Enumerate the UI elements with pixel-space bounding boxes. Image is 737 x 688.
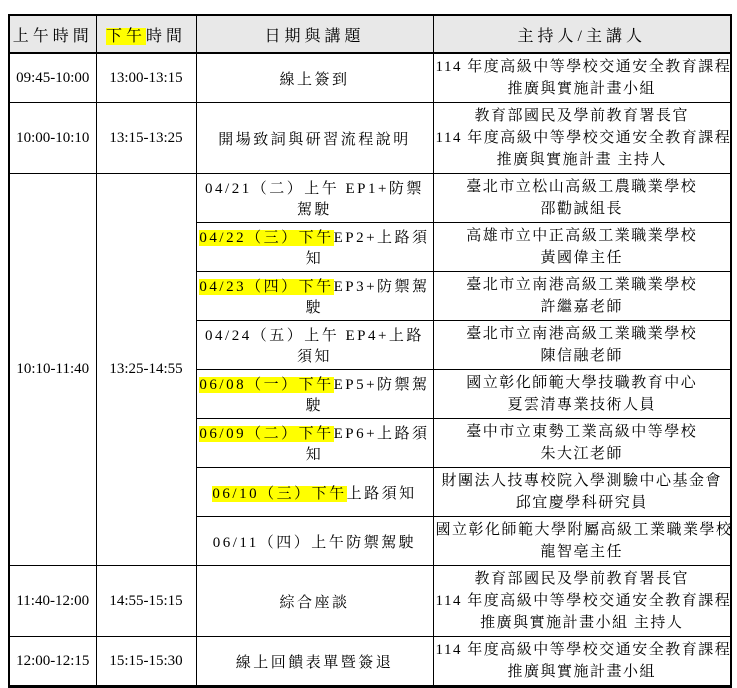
- header-afternoon-rest: 時間: [146, 27, 187, 45]
- morning-time-cell: 11:40-12:00: [9, 566, 96, 637]
- speaker-line: 推廣與實施計畫小組: [507, 664, 656, 680]
- speaker-line: 黃國偉主任: [540, 250, 623, 266]
- speaker-line: 114 年度高級中等學校交通安全教育課程: [435, 59, 732, 75]
- speaker-line: 財團法人技專校院入學測驗中心基金會: [441, 473, 722, 489]
- speaker-line: 許繼嘉老師: [540, 299, 623, 315]
- topic-cell: [196, 272, 433, 321]
- afternoon-time-cell: 14:55-15:15: [96, 566, 196, 637]
- header-date-topic: 日期與講題: [196, 15, 433, 53]
- speaker-line: 114 年度高級中等學校交通安全教育課程: [435, 593, 732, 609]
- speaker-line: 114 年度高級中等學校交通安全教育課程: [435, 130, 732, 146]
- topic-cell: [196, 468, 433, 517]
- schedule-table: [8, 14, 732, 688]
- morning-time-cell: 10:00-10:10: [9, 103, 96, 174]
- speaker-line: 教育部國民及學前教育署長官: [474, 108, 689, 124]
- speaker-line: 臺北市立南港高級工業職業學校: [466, 326, 698, 342]
- speaker-cell: [433, 637, 731, 687]
- table-row-opening: [9, 103, 731, 174]
- speaker-line: 邵勸誠組長: [540, 201, 623, 217]
- header-speaker: 主持人/主講人: [433, 15, 731, 53]
- speaker-line: 邱宜慶學科研究員: [515, 495, 648, 511]
- speaker-cell: [433, 468, 731, 517]
- highlight-text: 06/09（二）下午: [199, 426, 334, 442]
- table-row-signout: [9, 637, 731, 687]
- speaker-cell: [433, 174, 731, 223]
- speaker-line: 國立彰化師範大學技職教育中心: [466, 375, 698, 391]
- topic-text: 06/11（四）上午防禦駕駛: [212, 534, 417, 551]
- highlight-text: 下午: [105, 27, 146, 45]
- topic-cell: [196, 223, 433, 272]
- speaker-line: 臺北市立松山高級工農職業學校: [466, 179, 698, 195]
- speaker-cell: [433, 223, 731, 272]
- speaker-line: 114 年度高級中等學校交通安全教育課程: [435, 642, 732, 658]
- morning-time-cell: 12:00-12:15: [9, 637, 96, 687]
- afternoon-time-cell-merged: 13:25-14:55: [96, 174, 196, 566]
- topic-text: 上路須知: [346, 485, 417, 502]
- speaker-cell: [433, 272, 731, 321]
- speaker-line: 推廣與實施計畫小組: [507, 81, 656, 97]
- highlight-text: 06/10（三）下午: [212, 485, 347, 502]
- table-header-row: [9, 15, 731, 53]
- speaker-cell: [433, 321, 731, 370]
- topic-text: 04/24（五）上午 EP4+上路須知: [205, 328, 424, 365]
- header-afternoon-time: [96, 15, 196, 53]
- speaker-line: 龍智亳主任: [540, 544, 623, 560]
- speaker-line: 高雄市立中正高級工業職業學校: [466, 228, 698, 244]
- speaker-line: 夏雲清專業技術人員: [507, 397, 656, 413]
- speaker-line: 國立彰化師範大學附屬高級工業職業學校: [435, 522, 733, 538]
- topic-cell: 線上回饋表單暨簽退: [196, 637, 433, 687]
- topic-cell: 線上簽到: [196, 53, 433, 103]
- morning-time-cell: 09:45-10:00: [9, 53, 96, 103]
- topic-text: EP3+防禦駕駛: [305, 279, 430, 316]
- topic-cell: 綜合座談: [196, 566, 433, 637]
- morning-time-cell-merged: 10:10-11:40: [9, 174, 96, 566]
- highlight-text: 06/08（一）下午: [199, 377, 334, 393]
- speaker-line: 臺中市立東勢工業高級中等學校: [466, 424, 698, 440]
- session-row: [9, 174, 731, 223]
- topic-text: EP5+防禦駕駛: [305, 377, 430, 414]
- afternoon-time-cell: 13:00-13:15: [96, 53, 196, 103]
- highlight-text: 04/22（三）下午: [199, 230, 334, 246]
- speaker-cell: [433, 517, 731, 566]
- speaker-cell: [433, 53, 731, 103]
- afternoon-time-cell: 13:15-13:25: [96, 103, 196, 174]
- speaker-line: 推廣與實施計畫小組 主持人: [480, 615, 684, 631]
- afternoon-time-cell: 15:15-15:30: [96, 637, 196, 687]
- table-row-signin: [9, 53, 731, 103]
- header-morning-time: 上午時間: [9, 15, 96, 53]
- table-row-panel: [9, 566, 731, 637]
- topic-text: EP6+上路須知: [305, 426, 430, 463]
- topic-cell: [196, 370, 433, 419]
- topic-cell: 開場致詞與研習流程說明: [196, 103, 433, 174]
- topic-cell: [196, 174, 433, 223]
- speaker-cell: [433, 566, 731, 637]
- speaker-line: 朱大江老師: [540, 446, 623, 462]
- speaker-line: 臺北市立南港高級工業職業學校: [466, 277, 698, 293]
- topic-text: EP2+上路須知: [305, 230, 430, 267]
- speaker-cell: [433, 103, 731, 174]
- topic-cell: [196, 321, 433, 370]
- speaker-line: 推廣與實施計畫 主持人: [496, 152, 667, 168]
- speaker-cell: [433, 370, 731, 419]
- speaker-line: 陳信融老師: [540, 348, 623, 364]
- topic-cell: [196, 419, 433, 468]
- topic-text: 04/21（二）上午 EP1+防禦駕駛: [205, 181, 424, 218]
- speaker-cell: [433, 419, 731, 468]
- speaker-line: 教育部國民及學前教育署長官: [474, 571, 689, 587]
- topic-cell: [196, 517, 433, 566]
- highlight-text: 04/23（四）下午: [199, 279, 334, 295]
